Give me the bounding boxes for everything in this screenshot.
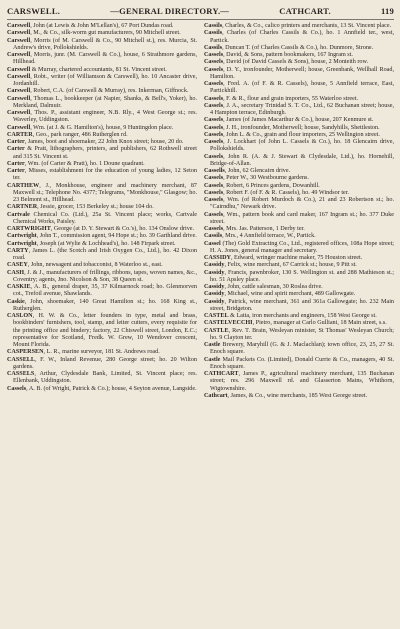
directory-entry: Carswell, Morris (of M. Carswell & Co., 90 Mitchell st.), res. Murcia, St. Andrew's drive, Pollokshields. [7, 37, 197, 51]
directory-entry: Cassidy, John, cattle salesman, 30 Roslea drive. [204, 284, 323, 290]
directory-entry: Cassels, David, & Sons, pattern bookmakers, 167 Ingram st. [204, 52, 353, 58]
directory-entry: Carswell, Robt., writer (of Williamson & Carswell), ho. 10 Ancaster drive, Jordanhill. [7, 73, 197, 87]
directory-entry: Cassels, D. Y., ironfounder, Motherwell; house, Greenbank, Wellhall Road, Hamilton. [204, 66, 394, 80]
directory-entry: Cassels, Wm., pattern book and card maker, 167 Ingram st.; ho. 377 Duke street. [204, 211, 394, 225]
page-header [7, 6, 394, 20]
directory-entry: Cassils, Duncan T. (of Charles Cassils & Co.), ho. Dunmore, Strone. [204, 44, 374, 51]
directory-entry: Caskie, John, shoemaker, 140 Great Hamilton st.; ho. 168 King st., Rutherglen. [7, 298, 197, 312]
directory-entry: Castle Mail Packets Co. (Limited), Donald Currie & Co., managers, 40 St. Enoch square. [204, 356, 394, 370]
directory-entry: CASSELL, F. W., Inland Revenue, 280 George street; ho. 20 Wilton gardens. [7, 356, 197, 370]
directory-entry: Cassidy, Francis, pawnbroker, 130 S. Wellington st. and 288 Mathieson st.; ho. 51 Apsley place. [204, 269, 394, 283]
directory-entry: Cassels, A. B. (of Wright, Patrick & Co.); house, 4 Seyton avenue, Langside. [7, 385, 197, 392]
directory-entry: Carter & Pratt, lithographers, printers, and publishers, 62 Rothwell street and 315 St. Vincent st. [7, 146, 197, 160]
directory-entry: Carter, Misses, establishment for the education of young ladies, 12 Seton ter. [7, 168, 197, 182]
directory-entry: Castle Brewery, Maryhill (G. & J. Maclachlan); town office, 23, 25, 27 St. Enoch square. [204, 342, 394, 356]
directory-entry: CASTLE, Rev. T. Brain, Wesleyan minister, St Thomas' Wesleyan Church; ho. 9 Clayton ter. [204, 327, 394, 341]
header-right: CATHCART. [279, 6, 331, 16]
directory-entry: Cassells, John, 62 Glencairn drive. [204, 168, 291, 174]
directory-entry: CARTHEW, J., Monkhouse, engineer and machinery merchant, 87 Maxwell st.; Telephone No. 4377; Telegrams, "Monkhouse," Glasgow; ho. 23 Belmont st., Hillhead. [7, 182, 197, 203]
directory-entry: Carswell, Thos. P., assistant engineer, N.B. Rly., 4 West George st.; res. Waverley, Uddingston. [7, 110, 197, 124]
directory-entry: Cassels, Fred. A. (of F. & R. Cassels), house, 5 Annfield terrace, East, Partickhill. [204, 81, 394, 95]
right-column [204, 23, 394, 400]
directory-entry: CASTEL & Latta, iron merchants and engineers, 158 West George st. [204, 313, 377, 319]
header-left: CARSWELL. [7, 6, 61, 16]
directory-entry: Carswell, M., & Co., silk-worm gut manufacturers, 90 Mitchell street. [7, 30, 181, 37]
directory-entry: Cassel (The) Gold Extracting Co., Ltd., registered offices, 108a Hope street; H. A. Jones, general manager and secretary. [204, 240, 394, 254]
directory-entry: Cassels, John R. (A. & J. Stewart & Clydesdale, Ltd.), ho. Hornehill, Bridge-of-Allan. [204, 153, 394, 167]
directory-entry: CARTNER, Jessie, grocer, 153 Berkeley st.; house 104 do. [7, 204, 154, 211]
directory-entry: Cassils, Charles (of Charles Cassils & Co.), ho. 1 Annfield ter., west, Partick. [204, 30, 394, 44]
directory-entry: Carswell & Murray, chartered accountants, 81 St. Vincent street. [7, 66, 167, 73]
directory-entry: CATHCART, James P., agricultural machinery merchant, 135 Buchanan street; res. 296 Maxwell rd. and Glasserton Mains, Whithorn, Wigtownshire. [204, 371, 394, 392]
directory-entry: Carter, James, boot and shoemaker, 22 John Knox street; house, 20 do. [7, 139, 184, 145]
page-number: 119 [380, 6, 394, 16]
directory-entry: Cartvale Chemical Co. (Ltd.), 25a St. Vincent place; works, Cartvale Chemical Works, Paisley. [7, 211, 197, 225]
directory-entry: Cassels, John L. & Co., grain and flour importers, 25 Wellington street. [204, 131, 380, 138]
directory-entry: CASEY, John, newsagent and tobacconist, 8 Waterloo st., east. [7, 262, 163, 269]
directory-entry: CASSIDY, Edward, wringer machine maker, 75 Houston street. [204, 255, 363, 261]
directory-entry: Carswell, Robert, C.A. (of Carswell & Murray), res. Inkerman, Giffnock. [7, 88, 189, 95]
directory-entry: Carswell, Thomas L., bookkeeper (at Napier, Shanks, & Bell's, Yoker), ho. Merkland, Dalmuir. [7, 95, 197, 109]
directory-entry: Cassils, Mrs., 4 Annfield terrace, W., Partick. [204, 233, 316, 240]
directory-entry: Cassels, Robert, 6 Princes gardens, Dowanhill. [204, 182, 320, 189]
directory-entry: Cassils, Charles, & Co., calico printers and merchants, 13 St. Vincent place. [204, 23, 392, 29]
directory-entry: Carswell, John (at Lewis & John M'Lellan's), 67 Port Dundas road. [7, 23, 174, 29]
directory-entry: Cassels, David (of David Cassels & Sons), house, 2 Monteith row. [204, 59, 369, 66]
directory-entry: CASTELVECCHI, Pietro, manager at Carlo Gulliani, 18 Main street, s.s. [204, 320, 387, 327]
directory-entry: Cassels, Robert F. (of F. & R. Cassels), ho. 49 Windsor ter. [204, 189, 350, 196]
directory-entry: Cassels, J. H., ironfounder, Motherwell; house, Sandyhills, Shettleston. [204, 124, 380, 131]
directory-entry: CASSELS, Arthur, Clydesdale Bank, Limited, St. Vincent place; res. Ellenbank, Uddingston. [7, 371, 197, 385]
directory-entry: Cassels, J. Lockhart (of John L. Cassels & Co.), ho. 18 Glencairn drive, Pollokshields. [204, 139, 394, 153]
directory-entry: Carter, Wm. (of Carter & Pratt), ho. 1 Doune quadrant. [7, 160, 145, 167]
directory-entry: Cassels, Mrs. Jas. Patterson, 1 Derby ter. [204, 226, 305, 232]
directory-entry: CASH, J. & J., manufacturers of frillings, ribbons, tapes, woven names, &c., Coventry; agents, Jno. Nicolson & Son, 38 Queen st. [7, 269, 197, 283]
directory-entry: Carswell, Wm. (at J. & G. Hamilton's), house, 9 Huntingdon place. [7, 124, 174, 131]
directory-entry: Cassidy, Patrick, wine merchant, 361 and 361a Gallowgate; ho. 232 Main street, Bridgeton. [204, 298, 394, 312]
directory-entry: Cassels, James (of James Macarthur & Co.), house, 207 Kenmure st. [204, 117, 374, 124]
directory-entry: Cartwright, John T., commission agent, 94 Hope st.; ho. 39 Garthland drive. [7, 233, 197, 240]
directory-entry: CASLON, H. W. & Co., letter founders in type, metal and brass, bookbinders' furnishers, tool, stamp, and letter cutters, every requisite for the printing office and bindery; factory, 22 Chiswell street, London, E.C.; representative for Scotland, Fredk. W. Grew, 10 Wendover crescent, Mount Florida. [7, 313, 197, 348]
header-center: —GENERAL DIRECTORY.— [110, 6, 230, 16]
directory-entry: CARTY, James L. (the Scotch and Irish Oxygen Co., Ltd.), ho. 42 Dixon road. [7, 247, 197, 261]
directory-entry: Cathcart, James, & Co., wine merchants, 185 West George street. [204, 392, 368, 399]
directory-entry: Cassidy, Michael, wine and spirit merchant, 489 Gallowgate. [204, 291, 356, 298]
directory-entry: Cassels, F. & R., flour and grain importers, 55 Waterloo street. [204, 95, 359, 102]
directory-columns [7, 23, 394, 400]
directory-entry: CARTWRIGHT, George (at D. Y. Stewart & Co.'s), ho. 134 Onslow drive. [7, 226, 195, 232]
directory-entry: Cartwright, Joseph (at Wylie & Lochhead's), ho. 148 Firpark street. [7, 240, 176, 247]
directory-entry: Cassels, Peter W., 30 Westbourne gardens. [204, 175, 309, 182]
directory-entry: Cassels, Wm. (of Robert Murdoch & Co.), 21 and 23 Robertson st.; ho. "Cairndhu," Newark drive. [204, 197, 394, 211]
directory-entry: CASPERSEN, L. R., marine surveyor, 181 St. Andrews road. [7, 349, 160, 356]
directory-entry: CARTER, Geo., park ranger, 486 Rutherglen rd. [7, 131, 128, 138]
left-column [7, 23, 197, 400]
directory-entry: Carswell, Morris, junr. (M. Carswell & Co.), house, 6 Strathmore gardens, Hillhead. [7, 52, 197, 66]
directory-entry: Cassels, J. A., secretary Trinidad S. T. Co., Ltd., 62 Buchanan street; house, 4 Hampton terrace, Edinburgh. [204, 102, 394, 116]
directory-entry: Cassidy, Felix, wine merchant, 67 Carrick st.; house, 9 Pitt st. [204, 262, 357, 269]
directory-entry: CASKIE, A. B., general draper, 35, 37 Kilmarnock road; ho. Glenmorven cot., Trefoil avenue, Shawlands. [7, 284, 197, 298]
